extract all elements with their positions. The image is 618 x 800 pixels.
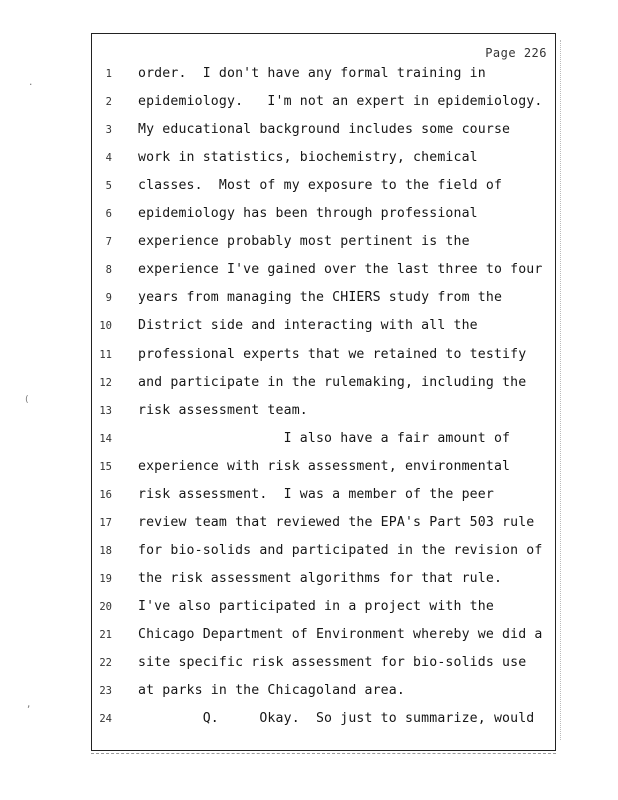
line-number: 20 (99, 600, 112, 613)
page-number: Page 226 (485, 46, 547, 60)
transcript-line (92, 431, 555, 459)
line-text: epidemiology has been through professional (138, 206, 478, 222)
line-number: 8 (105, 264, 112, 277)
line-text: classes. Most of my exposure to the field of (138, 178, 503, 194)
line-text: work in statistics, biochemistry, chemical (138, 150, 478, 166)
transcript-page (91, 33, 556, 751)
line-number: 22 (99, 657, 112, 670)
line-text: professional experts that we retained to testify (138, 346, 527, 362)
transcript-line (92, 487, 555, 515)
transcript-line (92, 122, 555, 150)
line-number: 23 (99, 685, 112, 698)
line-number: 7 (105, 236, 112, 249)
line-text: epidemiology. I'm not an expert in epidemiology. (138, 94, 543, 110)
line-text: District side and interacting with all the (138, 318, 478, 334)
line-text: review team that reviewed the EPA's Part 503 rule (138, 514, 535, 530)
line-text: risk assessment team. (138, 402, 308, 418)
scan-artifact: ( (24, 395, 30, 405)
line-number: 10 (99, 320, 112, 333)
transcript-line (92, 262, 555, 290)
transcript-line (92, 571, 555, 599)
line-text: I've also participated in a project with the (138, 598, 494, 614)
line-number: 13 (99, 404, 112, 417)
line-text: and participate in the rulemaking, including the (138, 374, 527, 390)
line-number: 24 (99, 713, 112, 726)
transcript-line (92, 234, 555, 262)
transcript-line (92, 683, 555, 711)
transcript-line (92, 66, 555, 94)
line-text: the risk assessment algorithms for that rule. (138, 570, 503, 586)
transcript-line (92, 515, 555, 543)
line-text: experience with risk assessment, environmental (138, 458, 511, 474)
line-number: 15 (99, 460, 112, 473)
line-number: 11 (99, 348, 112, 361)
line-number: 4 (105, 152, 112, 165)
line-text: I also have a fair amount of (138, 430, 511, 446)
line-number: 21 (99, 629, 112, 641)
line-number: 1 (105, 68, 112, 80)
right-margin-artifact (560, 40, 561, 740)
line-text: Q. Okay. So just to summarize, would (138, 711, 535, 727)
transcript-line (92, 711, 555, 739)
line-text: My educational background includes some course (138, 122, 511, 138)
transcript-line (92, 178, 555, 206)
line-number: 12 (99, 376, 112, 389)
transcript-line (92, 375, 555, 403)
line-text: at parks in the Chicagoland area. (138, 683, 405, 699)
line-text: for bio-solids and participated in the revision of (138, 542, 543, 558)
line-text: risk assessment. I was a member of the peer (138, 486, 494, 502)
transcript-line (92, 459, 555, 487)
transcript-line (92, 318, 555, 346)
line-text: Chicago Department of Environment whereby we did a (138, 627, 543, 642)
line-text: order. I don't have any formal training in (138, 66, 486, 81)
transcript-line (92, 94, 555, 122)
line-number: 3 (105, 124, 112, 137)
transcript-line (92, 655, 555, 683)
line-text: experience probably most pertinent is the (138, 234, 470, 250)
line-text: years from managing the CHIERS study from the (138, 290, 503, 306)
scan-artifact: . (28, 78, 34, 88)
transcript-line (92, 150, 555, 178)
transcript-line (92, 403, 555, 431)
line-number: 18 (99, 544, 112, 557)
line-number: 5 (105, 180, 112, 193)
transcript-line (92, 290, 555, 318)
line-number: 16 (99, 488, 112, 501)
transcript-line (92, 543, 555, 571)
line-text: experience I've gained over the last three to four (138, 262, 543, 278)
transcript-line (92, 347, 555, 375)
line-number: 14 (99, 432, 112, 445)
line-number: 6 (105, 208, 112, 221)
line-number: 17 (99, 516, 112, 529)
line-number: 19 (99, 572, 112, 585)
scan-artifact: , (26, 700, 32, 710)
line-number: 9 (105, 292, 112, 305)
bottom-rule (91, 753, 556, 754)
transcript-line (92, 206, 555, 234)
line-text: site specific risk assessment for bio-solids use (138, 655, 527, 671)
transcript-line (92, 599, 555, 627)
line-number: 2 (105, 96, 112, 109)
transcript-line (92, 627, 555, 655)
